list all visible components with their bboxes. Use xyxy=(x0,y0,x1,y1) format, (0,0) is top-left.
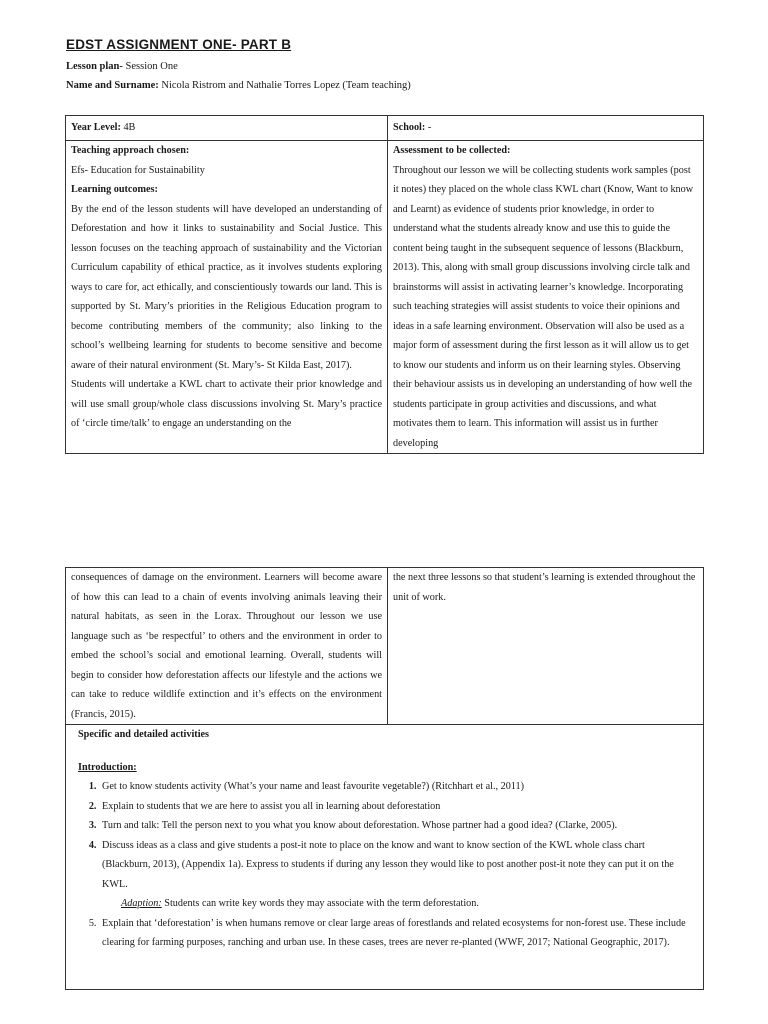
document-title: EDST ASSIGNMENT ONE- PART B xyxy=(66,37,292,52)
list-item: 1. Get to know students activity (What’s your name and least favourite vegetable?) (Ritchhart et al., 2011) xyxy=(99,777,693,797)
school-value: - xyxy=(425,122,432,133)
school-label: School: xyxy=(393,122,426,133)
lesson-plan-line xyxy=(66,61,178,72)
approach-value: Efs- Education for Sustainability xyxy=(71,164,205,176)
list-item: 4. Discuss ideas as a class and give students a post-it note to place on the know and want to know section of the KWL whole class chart (Blackburn, 2013), (Appendix 1a). Express to students if during any lesson they would like to post another post-it note they can put it on the KWL. xyxy=(99,836,693,895)
lesson-plan-value: Session One xyxy=(122,61,178,72)
list-item: 5. Explain that ‘deforestation’ is when humans remove or clear large areas of forestlands and related ecosystems for non-forest use. These include clearing for farming purposes, ranching and urban use. In these cases, trees are never re-planted (WWF, 2017; National Geographic, 2017). xyxy=(99,914,693,953)
school-cell xyxy=(388,116,704,141)
assessment-text: Throughout our lesson we will be collecting students work samples (post it notes) they placed on the whole class KWL chart (Know, Want to know and Learnt) as evidence of students prior knowledge, in order to understand what the students already know and use this to guide the content being taught in the subsequent sequence of lessons (Blackburn, 2013). This, along with small group discussions involving circle talk and brainstorms will assist in activating learner’s knowledge. Incorporating such teaching strategies will assist students to voice their opinions and ideas in a safe learning environment. Observation will also be used as a major form of assessment during the first lesson as it will allow us to get to know our students and inform us on their learning styles. Observing their behaviour assists us in developing an understanding of how well the students participate in group activities and discussions, and what motivates them to learn. This information will assist us in further developing xyxy=(393,164,694,449)
adaptation-text: Students can write key words they may associate with the term deforestation. xyxy=(161,898,479,909)
list-item: 3. Turn and talk: Tell the person next to you what you know about deforestation. Whose partner had a good idea? (Clarke, 2005). xyxy=(99,816,693,836)
outcomes-continued-cell xyxy=(66,568,388,725)
assessment-heading: Assessment to be collected: xyxy=(393,145,511,156)
approach-heading: Teaching approach chosen: xyxy=(71,145,190,156)
activities-heading: Specific and detailed activities xyxy=(78,729,210,740)
lesson-plan-label: Lesson plan- xyxy=(66,61,123,72)
outcomes-heading: Learning outcomes: xyxy=(71,184,158,195)
assessment-cell xyxy=(388,141,704,454)
name-label: Name and Surname: xyxy=(66,80,159,91)
name-line xyxy=(66,80,411,91)
year-level-value: 4B xyxy=(120,122,136,133)
learning-outcomes-cell xyxy=(66,141,388,454)
adaptation-note xyxy=(99,894,693,914)
year-level-cell xyxy=(66,116,388,141)
year-level-label: Year Level: xyxy=(71,122,121,133)
lesson-table-page1 xyxy=(65,115,704,454)
assessment-continued-cell xyxy=(388,568,704,725)
assessment-continued-text: the next three lessons so that student’s learning is extended throughout the unit of work. xyxy=(393,572,696,603)
introduction-heading: Introduction: xyxy=(78,761,137,773)
outcomes-paragraph-1: By the end of the lesson students will have developed an understanding of Deforestation and how it links to sustainability and Social Justice. This lesson focuses on the teaching approach of sustainability and the Victorian Curriculum capability of ethical practice, as it involves students exploring ways to care for, act ethically, and conscientiously towards our land. This is supported by St. Mary’s priorities in the Religious Education program to become contributing members of the community; also linking to the school’s wellbeing learning for students to become sensitive and become aware of their natural environment (St. Mary’s- St Kilda East, 2017). xyxy=(71,203,382,371)
adaptation-label: Adaption: xyxy=(121,898,162,909)
outcomes-continued-text: consequences of damage on the environment. Learners will become aware of how this can lead to a chain of events involving animals leaving their natural habitats, as seen in the Lorax. Throughout our lesson we use language such as ‘be respectful’ to others and the environment in order to embed the school’s social and emotional learning. Overall, students will begin to consider how deforestation affects our lifestyle and the actions we can take to reduce wildlife extinction and it’s effects on the environment (Francis, 2015). xyxy=(71,572,382,720)
lesson-table-page2 xyxy=(65,567,704,990)
outcomes-paragraph-2: Students will undertake a KWL chart to activate their prior knowledge and will use small group/whole class discussions involving St. Mary’s practice of ‘circle time/talk’ to engage an understanding on the xyxy=(71,379,382,429)
introduction-list xyxy=(76,777,693,953)
activities-cell xyxy=(66,725,704,990)
name-value: Nicola Ristrom and Nathalie Torres Lopez (Team teaching) xyxy=(158,80,411,91)
list-item: 2. Explain to students that we are here to assist you all in learning about deforestation xyxy=(99,797,693,817)
